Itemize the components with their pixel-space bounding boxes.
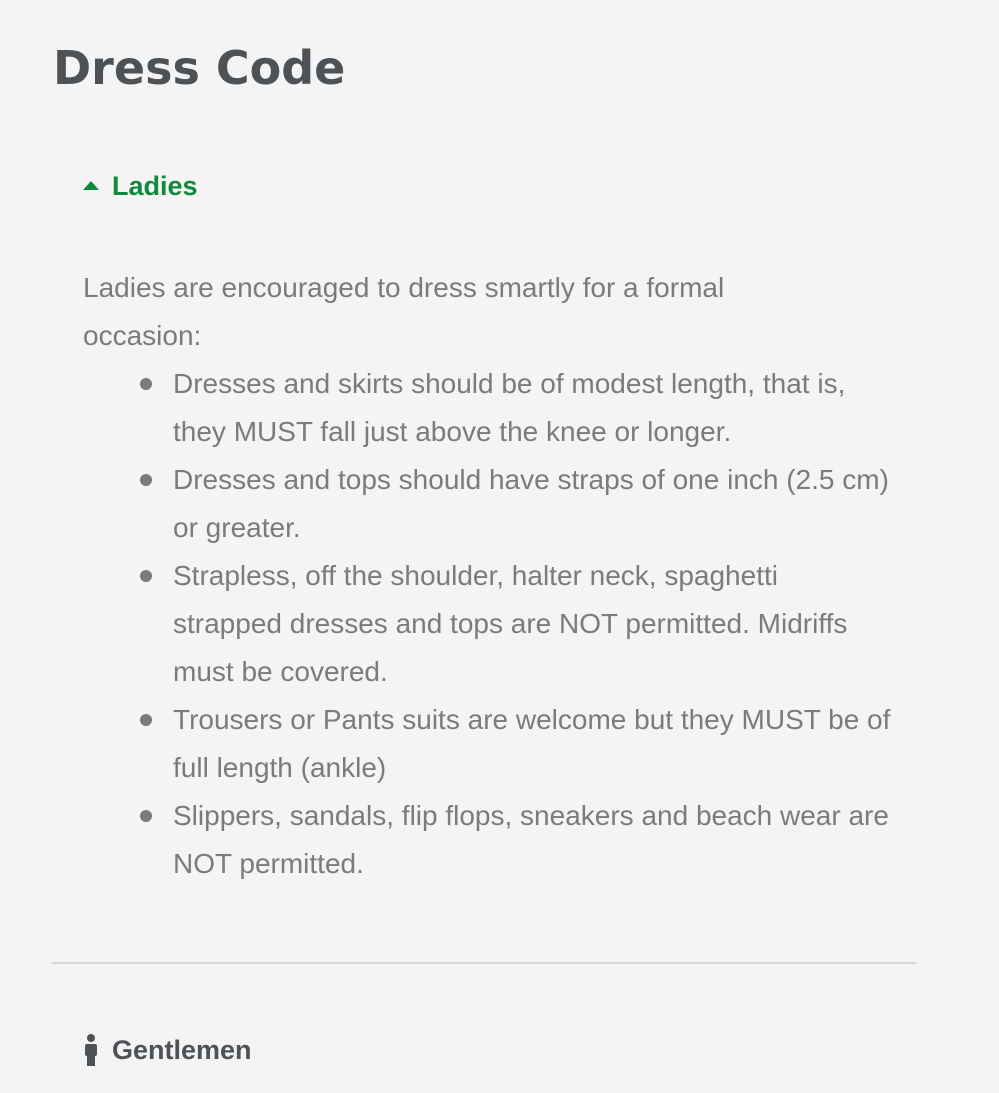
rule-text: Trousers or Pants suits are welcome but they MUST be of full length (ankle) [173, 704, 891, 783]
accordion-header-gentlemen[interactable] [83, 1030, 252, 1070]
list-item [83, 552, 893, 696]
rule-text: Dresses and skirts should be of modest length, that is, they MUST fall just above the knee or longer. [173, 368, 846, 447]
bullet-icon [140, 714, 152, 726]
list-item [83, 792, 893, 888]
list-item [83, 696, 893, 792]
accordion-label-ladies: Ladies [112, 170, 198, 201]
list-item [83, 360, 893, 456]
list-item [83, 456, 893, 552]
section-divider [52, 962, 916, 964]
caret-up-icon [83, 181, 99, 190]
bullet-icon [140, 474, 152, 486]
person-icon [83, 1034, 99, 1066]
accordion-header-ladies[interactable] [83, 166, 198, 206]
rule-text: Strapless, off the shoulder, halter neck, spaghetti strapped dresses and tops are NOT permitted. Midriffs must be covered. [173, 560, 848, 687]
rule-text: Dresses and tops should have straps of one inch (2.5 cm) or greater. [173, 464, 889, 543]
accordion-label-gentlemen: Gentlemen [112, 1034, 252, 1065]
ladies-intro-text: Ladies are encouraged to dress smartly for a formal occasion: [83, 272, 725, 351]
bullet-icon [140, 570, 152, 582]
bullet-icon [140, 378, 152, 390]
bullet-icon [140, 810, 152, 822]
accordion-panel-ladies [83, 264, 893, 888]
page-title: Dress Code [53, 41, 346, 95]
ladies-rules-list [83, 360, 893, 888]
rule-text: Slippers, sandals, flip flops, sneakers and beach wear are NOT permitted. [173, 800, 889, 879]
